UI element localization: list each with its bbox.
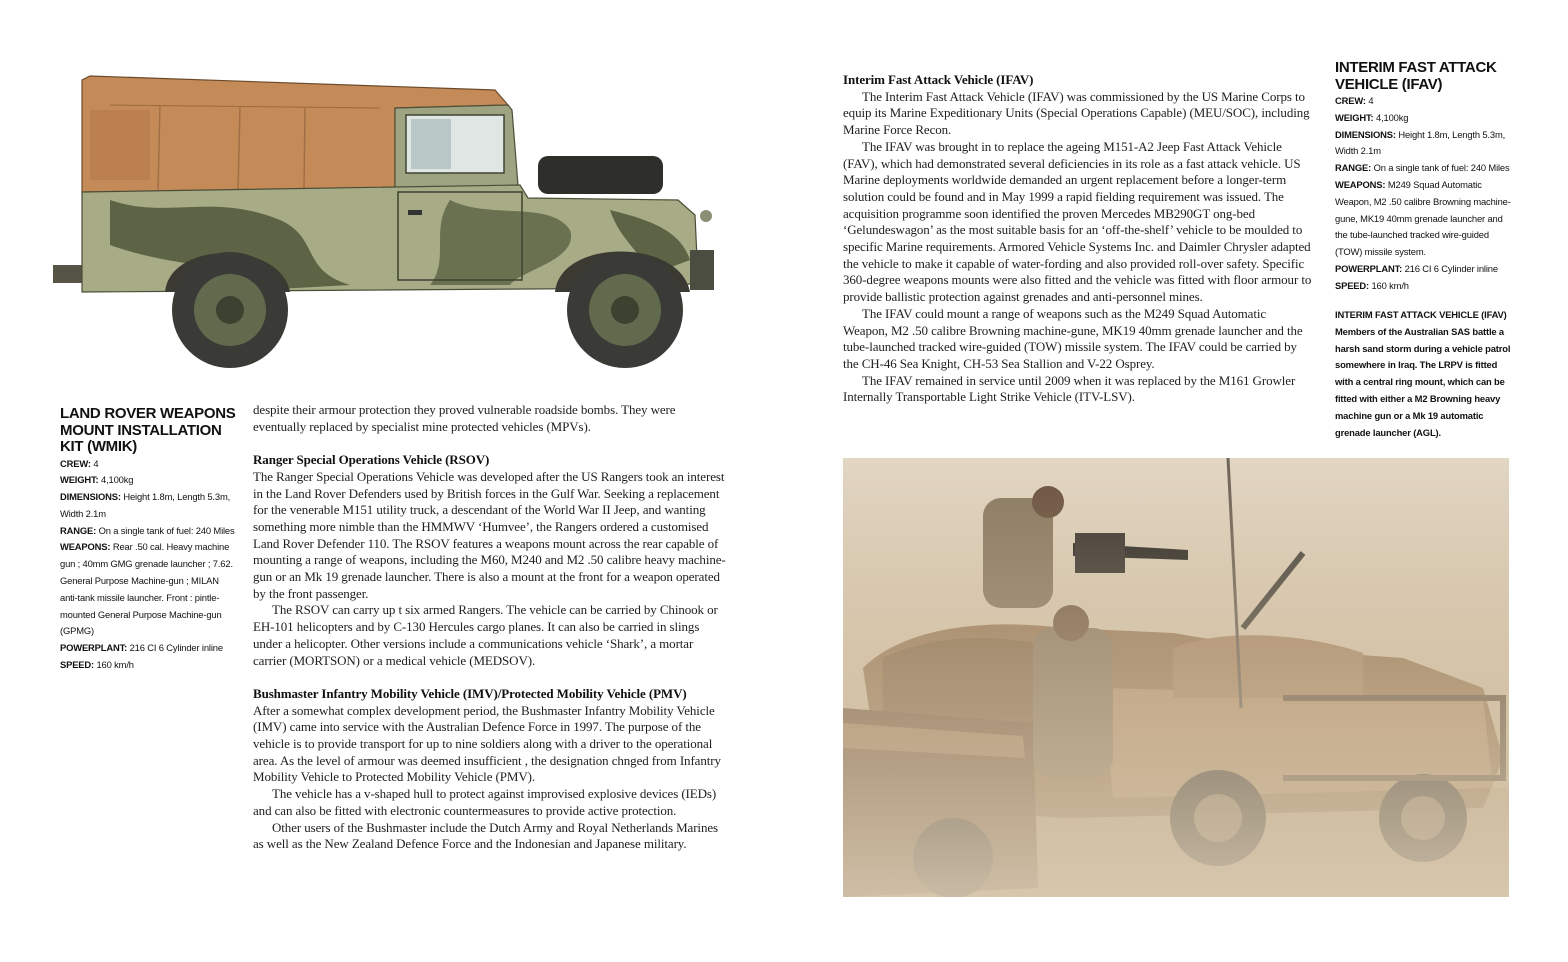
imv-paragraph-3: Other users of the Bushmaster include the Dutch Army and Royal Netherlands Marines as well as the New Zealand Defence Force and the Indonesian and Japanese military. [253, 819, 718, 852]
right-body-column [843, 72, 1313, 406]
spec-row: WEAPONS: Rear .50 cal. Heavy machine gun ; 40mm GMG grenade launcher ; 7.62. General Purpose Machine-gun ; MILAN anti-tank missile launcher. Front : pintle-mounted General Purpose Machine-gun (GPMG) [60, 541, 233, 637]
rsov-paragraph-1: The Ranger Special Operations Vehicle was developed after the US Rangers took an interest in the Land Rover Defenders used by British forces in the Gulf War. Seeking a replacement for the venerable M151 utility truck, a descendant of the World War II Jeep, and wanting something more nimble than the HMMWV ‘Humvee’, the Rangers ordered a customised Land Rover Defender 110. The RSOV features a weapons mount across the rear capable of mounting a range of weapons, including the M60, M240 and M2 .50 calibre heavy machine-gun or an Mk 19 grenade launcher. There is also a mount at the front for a weapon operated by the front passenger. [253, 468, 726, 601]
ifav-paragraph-2: The IFAV was brought in to replace the ageing M151-A2 Jeep Fast Attack Vehicle (FAV), which had demonstrated several deficiencies in its role as a fast attack vehicle. US Marine deployments worldwide demanded an urgent replacement before a longer-term solution could be found and in May 1999 a rapid fielding requirement was issued. The acquisition programme soon identified the proven Mercedes MB290GT ong-bed ‘Gelundeswagon’ as the most suitable basis for an ‘off-the-shelf’ vehicle to be moulded to specific Marine requirements. Armored Vehicle Systems Inc. and Daimler Chrysler adapted the vehicle to make it capable of water-fording and also provided roll-over safety. Specific 360-degree weapons mounts were also fitted and the vehicle was fitted with floor armour to provide ballistic protection against grenades and anti-personnel mines. [843, 138, 1312, 305]
intro-paragraph: despite their armour protection they proved vulnerable roadside bombs. They were eventually replaced by specialist mine protected vehicles (MPVs). [253, 402, 676, 434]
imv-heading: Bushmaster Infantry Mobility Vehicle (IMV)/Protected Mobility Vehicle (PMV) [253, 685, 687, 701]
spec-row: WEIGHT: 4,100kg [60, 474, 134, 486]
caption-title: INTERIM FAST ATTACK VEHICLE (IFAV) [1335, 309, 1507, 320]
ifav-paragraph-3: The IFAV could mount a range of weapons such as the M249 Squad Automatic Weapon, M2 .50 calibre Browning machine-gune, MK19 40mm grenade launcher and the tube-launched tracked wire-guided (TOW) missile system. The IFAV could be carried by the CH-46 Sea Knight, CH-53 Sea Stallion and V-22 Osprey. [843, 305, 1303, 371]
photo-caption [1335, 307, 1515, 441]
ifav-paragraph-4: The IFAV remained in service until 2009 when it was replaced by the M161 Growler Internally Transportable Light Strike Vehicle (ITV-LSV). [843, 372, 1296, 405]
spec-row: POWERPLANT: 216 CI 6 Cylinder inline [60, 642, 223, 654]
spec-row: WEAPONS: M249 Squad Automatic Weapon, M2 .50 calibre Browning machine-gune, MK19 40mm grenade launcher and the tube-launched tracked wire-guided (TOW) missile system. [1335, 178, 1511, 258]
land-rover-illustration [50, 70, 722, 370]
ifav-heading: Interim Fast Attack Vehicle (IFAV) [843, 72, 1034, 87]
spec-row: SPEED: 160 km/h [60, 659, 134, 671]
ifav-spec-title: INTERIM FAST ATTACK VEHICLE (IFAV) [1335, 59, 1497, 93]
ifav-spec-box [1335, 60, 1517, 295]
spec-row: WEIGHT: 4,100kg [1335, 111, 1409, 123]
rsov-paragraph-2: The RSOV can carry up t six armed Rangers. The vehicle can be carried by Chinook or EH-101 helicopters and by C-130 Hercules cargo planes. It can also be carried in slings under a helicopter. Other versions include a communications vehicle ‘Shark’, a mortar carrier (MORTSON) or a medical vehicle (MEDSOV). [253, 602, 718, 668]
spec-row: RANGE: On a single tank of fuel: 240 Miles [60, 524, 235, 536]
spec-row: POWERPLANT: 216 CI 6 Cylinder inline [1335, 262, 1498, 274]
wmik-spec-title: LAND ROVER WEAPONS MOUNT INSTALLATION KIT (WMIK) [60, 405, 236, 455]
spec-row: SPEED: 160 km/h [1335, 279, 1409, 291]
spec-row: CREW: 4 [60, 457, 99, 469]
left-body-column [253, 402, 729, 853]
caption-text: Members of the Australian SAS battle a harsh sand storm during a vehicle patrol somewhere in Iraq. The LRPV is fitted with a central ring mount, which can be fitted with either a M2 Browning heavy machine gun or a Mk 19 automatic grenade launcher (AGL). [1335, 325, 1511, 438]
wmik-spec-box [60, 406, 238, 674]
spec-row: CREW: 4 [1335, 95, 1374, 106]
ifav-paragraph-1: The Interim Fast Attack Vehicle (IFAV) was commissioned by the US Marine Corps to equip its Marine Expeditionary Units (Special Operations Capable) (MEU/SOC), including Marine Force Recon. [843, 88, 1310, 138]
spec-row: DIMENSIONS: Height 1.8m, Length 5.3m, Width 2.1m [60, 491, 231, 519]
spec-row: RANGE: On a single tank of fuel: 240 Miles [1335, 162, 1510, 174]
sas-patrol-photo [843, 458, 1509, 897]
rsov-heading: Ranger Special Operations Vehicle (RSOV) [253, 452, 490, 468]
spec-row: DIMENSIONS: Height 1.8m, Length 5.3m, Width 2.1m [1335, 128, 1506, 157]
imv-paragraph-2: The vehicle has a v-shaped hull to protect against improvised explosive devices (IEDs) and can also be fitted with electronic countermeasures to provide active protection. [253, 786, 717, 818]
imv-paragraph-1: After a somewhat complex development period, the Bushmaster Infantry Mobility Vehicle (IMV) came into service with the Australian Defence Force in 1997. The purpose of the vehicle is to provide transport for up to nine soldiers along with a driver to the operational area. As the level of armour was deemed insufficient , the designation chnged from Infantry Mobility Vehicle to Protected Mobility Vehicle (PMV). [253, 702, 721, 785]
